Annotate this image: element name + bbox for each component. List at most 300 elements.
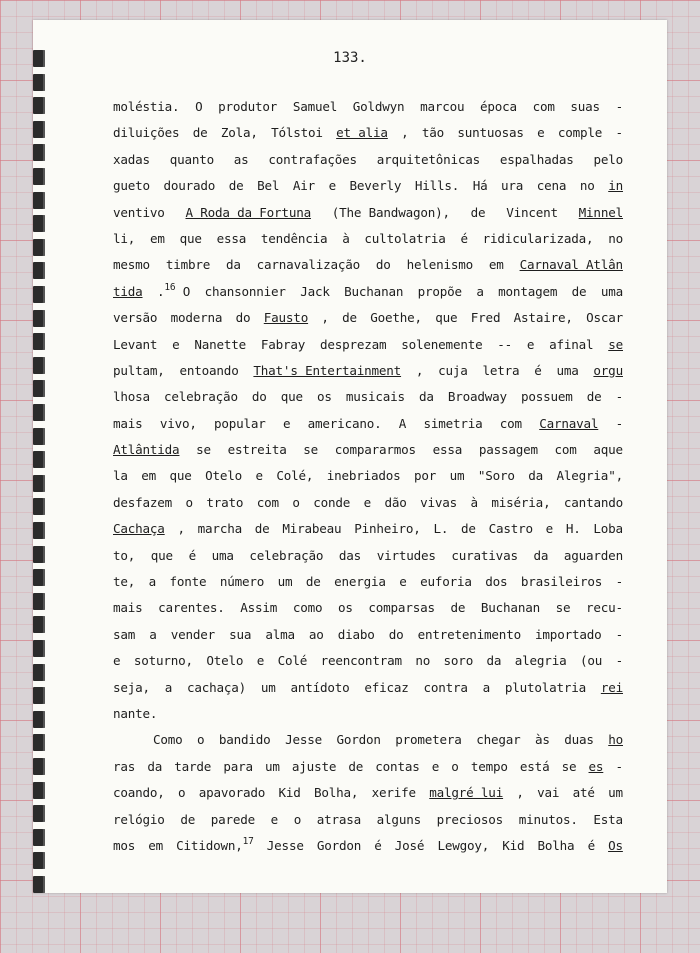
word: ao [308,626,324,642]
binding-hole [33,215,45,232]
word: que [169,468,192,484]
text-line [113,780,623,806]
word: e [256,653,265,669]
word: Goldwyn [352,99,405,114]
binding-hole [33,498,45,515]
word: espalhadas [499,151,574,167]
word: , [516,785,524,801]
word: - [615,574,623,590]
word: a [164,679,173,695]
word: Buchanan [344,283,404,299]
word: Nanette [194,336,247,352]
word: e [255,468,263,484]
word: celebração [164,389,238,405]
word: pultam, [113,362,165,378]
word: do [375,257,391,273]
underlined-word: orgu [593,362,623,378]
word: - [615,626,623,642]
word: conde [313,494,351,510]
word: minutos. [518,811,578,827]
word: te, [113,574,136,590]
text-line [113,675,623,701]
binding-hole [33,876,45,893]
word: celebração [249,547,324,563]
word: com [532,99,555,114]
word: chansonnier [204,283,286,299]
binding-hole [33,333,45,350]
word: de [450,600,466,616]
binding-hole [33,546,45,563]
word: por [414,468,437,484]
binding-hole [33,144,45,161]
word: bandido [218,732,271,748]
word: em [149,230,165,246]
word: afinal [549,336,594,352]
binding-hole [33,640,45,657]
word: tão [421,125,445,141]
footnote-ref-word: Citidown,$^{17}$ [176,835,254,853]
word: timbre [165,257,211,273]
word: uma [600,283,623,299]
word: H. [565,521,581,537]
word: as [233,151,249,167]
word: passagem [478,442,538,458]
word: Astaire, [513,310,573,326]
footnote-marker: 16 [164,281,176,293]
underlined-word: Os [608,837,623,853]
word: seja, [113,679,150,695]
underlined-word: Cachaça [113,521,165,537]
binding-hole [33,192,45,209]
word: mos [113,837,136,853]
word: o [178,785,186,801]
word: é [188,547,196,563]
word: - [615,125,623,141]
word: moderna [170,310,223,326]
text-line [113,595,623,621]
word: cena [536,178,567,194]
word: se [303,442,319,458]
binding-hole [33,522,45,539]
word: da [533,547,549,563]
binding-hole [33,734,45,751]
binding-hole [33,451,45,468]
word: do [388,626,404,642]
word: os [338,600,353,616]
underlined-word: Carnaval Atlân [519,257,623,273]
text-line [113,807,623,833]
word: suntuosas [457,125,524,141]
word: Colé [277,653,308,669]
word: Há [472,178,488,194]
word: e [526,336,535,352]
word: de [461,521,476,537]
text-line [113,173,623,199]
word: to, [113,547,136,563]
word: o [185,494,193,510]
word: e [399,574,407,590]
word: um [277,574,293,590]
word: é [534,362,542,378]
word: às [534,732,550,748]
text-line [113,252,623,278]
word: contrafações [268,151,357,167]
text-line [113,120,623,146]
word: da [486,653,502,669]
word: desfazem [113,494,173,510]
word: e [431,758,440,774]
word: cuja [438,362,468,378]
word: um [449,468,465,484]
word: virtudes [376,547,436,563]
document-page [33,20,667,893]
word: possuem [520,389,573,405]
text-line [113,648,623,674]
binding-hole [33,239,45,256]
word: musicais [345,389,405,405]
word: importado [535,626,602,642]
text-line [113,200,623,226]
text-line [113,384,623,410]
word: um [608,785,623,801]
word: comparsas [368,600,435,616]
word: Lewgoy, [437,837,490,853]
text-line [113,701,623,727]
word: comple [557,125,603,141]
footnote-marker: 17 [242,835,254,847]
word: de [342,310,357,326]
word: ventivo [113,204,165,220]
text-line [113,437,623,463]
word: relógio [113,811,165,827]
word: arquitetônicas [376,151,481,167]
word: cultolatria [364,230,446,246]
word: curativas [451,547,518,563]
word: vai [537,785,560,801]
underlined-word: tida [113,283,143,299]
word: -- [497,336,513,352]
word: época [480,99,517,114]
text-line [113,305,623,331]
underlined-word: That's Entertainment [253,362,402,378]
word: tarde [174,758,212,774]
word: - [615,415,623,431]
word: , [415,362,424,378]
word: desprezam [319,336,387,352]
word: parede [210,811,256,827]
word: de [571,283,587,299]
word: Goethe, [370,310,422,326]
word: com [554,442,577,458]
word: se [555,600,571,616]
word: a [482,679,490,695]
word: , [321,310,329,326]
word: diluições [113,125,180,141]
binding-hole [33,404,45,421]
word: estreita [227,442,287,458]
word: que [280,389,303,405]
word: propõe [417,283,462,299]
word: chegar [476,732,521,748]
word: e [270,811,279,827]
word: de [180,811,196,827]
word: energia [334,574,386,590]
binding-hole [33,782,45,799]
word: fonte [169,574,207,590]
word: Jack [300,283,330,299]
text-line [113,754,623,780]
word: "Soro [477,468,515,484]
word: (The Bandwagon), [331,204,450,220]
word: de [305,574,321,590]
word: e [282,415,291,431]
word: número [219,574,265,590]
word: dourado [163,178,216,194]
word: a [149,626,157,642]
word: da [226,257,241,273]
word: euforia [420,574,472,590]
text-line [113,411,623,437]
word: Castro [488,521,533,537]
word: A [398,415,407,431]
word: da [418,389,434,405]
word: Pinheiro, [354,521,421,537]
underlined-word: Atlântida [113,442,180,458]
underlined-word: in [608,178,623,194]
word: o [451,758,459,774]
word: L. [433,521,449,537]
text-line [113,226,623,252]
binding-hole [33,616,45,633]
binding-hole [33,852,45,869]
word: Beverly [349,178,402,194]
word: de [254,521,270,537]
word: moléstia. [113,99,180,114]
word: soro [443,653,474,669]
word: essa [432,442,463,458]
word: popular [214,415,266,431]
binding-hole [33,97,45,114]
underlined-word: rei [600,679,623,695]
word: com [256,494,279,510]
text-line [113,569,623,595]
word: carnavalização [256,257,361,273]
binding-hole [33,805,45,822]
word: ura [501,178,524,194]
word: prometera [395,732,462,748]
word: sua [229,626,252,642]
word: entretenimento [417,626,521,642]
word: produtor [218,99,278,114]
word: de [192,125,208,141]
word: versão [113,310,158,326]
word: aque [593,442,623,458]
word: Oscar [586,310,623,326]
word: la [113,468,128,484]
word: uma [556,362,579,378]
word: no [608,230,623,246]
word: Alegria", [556,468,623,484]
underlined-word: ho [608,732,623,748]
word: Bel [257,178,280,194]
word: de [586,389,602,405]
text-line [113,332,623,358]
word: letra [482,362,520,378]
word: gueto [113,178,150,194]
word: a [148,574,157,590]
text-line [113,463,623,489]
text-line [113,147,623,173]
word: Air [292,178,315,194]
word: li, [113,230,136,246]
word: Jesse [266,837,304,853]
word: - [615,758,623,774]
word: Fabray [260,336,306,352]
word: inebriados [326,468,401,484]
binding-hole [33,262,45,279]
word: e [363,494,372,510]
word: em [141,468,156,484]
word: coando, [113,785,165,801]
word: quanto [169,151,214,167]
word: que [179,230,202,246]
word: e [537,125,545,141]
word: - [615,653,623,669]
word: Levant [113,336,158,352]
word: Kid [278,785,301,801]
text-line [113,358,623,384]
text-line [113,94,623,120]
word: mais [113,415,143,431]
word: Gordon [316,837,362,853]
binding-holes [33,50,47,900]
binding-hole [33,74,45,91]
word: Bolha [537,837,575,853]
word: antídoto [290,679,350,695]
word: recu- [586,600,623,616]
word: nante. [113,705,158,721]
word: com [499,415,522,431]
word: montagem [498,283,558,299]
word: Zola, [220,125,258,141]
binding-hole [33,121,45,138]
word: Tólstoi [271,125,323,141]
word: como [292,600,323,616]
word: de [470,204,486,220]
binding-hole [33,168,45,185]
word: tempo [470,758,508,774]
word: em [488,257,504,273]
word: alma [265,626,295,642]
word: e [113,653,121,669]
binding-hole [33,310,45,327]
word: aguarden [563,547,623,563]
page-number: 133. [333,50,367,66]
word: reencontram [320,653,402,669]
word: que [435,310,458,326]
body-text [113,94,623,859]
word: é [587,837,595,853]
word: Vincent [506,204,558,220]
word: se [561,758,577,774]
word: sam [113,626,136,642]
word: - [615,99,623,114]
word: preciosos [436,811,504,827]
word: solenemente [401,336,483,352]
underlined-word: Fausto [263,310,309,326]
word: a [476,283,484,299]
word: no [579,178,595,194]
word: o [292,494,300,510]
word: Otelo [205,468,243,484]
word: eficaz [364,679,409,695]
word: xerife [371,785,416,801]
word: é [460,230,468,246]
word: um [265,758,280,774]
word: brasileiros [520,574,603,590]
word: simetria [423,415,483,431]
word: José [394,837,425,853]
binding-hole [33,357,45,374]
word: marcha [197,521,242,537]
word: das [338,547,362,563]
underlined-word: malgré lui [429,785,504,801]
word: Samuel [292,99,338,114]
word: essa [216,230,247,246]
underlined-word: Carnaval [539,415,599,431]
word: alegria [514,653,567,669]
word: da [147,758,163,774]
word: Broadway [447,389,507,405]
word: suas [570,99,600,114]
word: O [195,99,203,114]
footnote-ref-word: .$^{16}$ O [156,281,191,299]
text-line [113,833,623,859]
word: é [374,837,382,853]
text-line [113,279,623,305]
text-line [113,622,623,648]
word: xadas [113,151,150,167]
word: ajuste [291,758,337,774]
text-line [113,727,623,753]
word: à [342,230,350,246]
word: vender [170,626,215,642]
word: pelo [593,151,623,167]
word: os [316,389,332,405]
word: um [260,679,276,695]
word: ras [113,758,136,774]
word: até [572,785,595,801]
binding-hole [33,664,45,681]
word: plutolatria [504,679,587,695]
word: soturno, [133,653,193,669]
word: em [148,837,164,853]
word: Loba [593,521,623,537]
word: cachaça) [186,679,247,695]
word: dos [485,574,508,590]
word: , [177,521,185,537]
word: e [545,521,554,537]
word: Esta [593,811,623,827]
binding-hole [33,687,45,704]
binding-hole [33,711,45,728]
word: contra [423,679,468,695]
word: lhosa [113,389,150,405]
word: Colé, [276,468,314,484]
word: - [615,389,623,405]
word: compararmos [334,442,416,458]
word: helenismo [406,257,474,273]
